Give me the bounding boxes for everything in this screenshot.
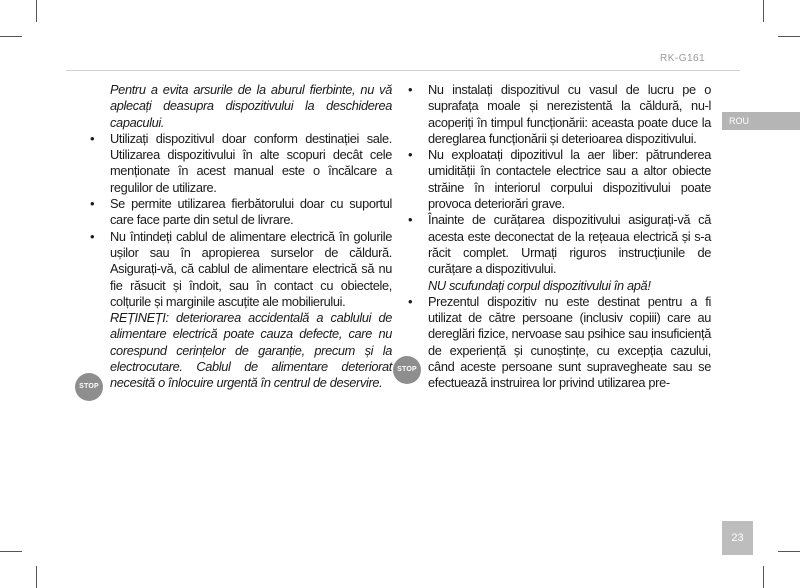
bullet-icon: •: [408, 147, 413, 163]
warning-text: Pentru a evita arsurile de la aburul fierbinte, nu vă aplecați deasupra dispozitivului la deschiderea capacului.: [110, 82, 392, 130]
bullet-icon: •: [408, 82, 413, 97]
list-item: • Nu instalați dispozitivul cu vasul de lucru pe o suprafața moale și nerezistentă la căldură, nu-l acoperiți în timpul funcționării: aceasta poate duce la dereglarea funcționării și deterioarea dispozitivului.: [408, 82, 711, 146]
crop-mark: [36, 0, 37, 22]
header-rule: [66, 70, 740, 71]
bullet-icon: •: [408, 293, 413, 309]
crop-mark: [0, 36, 22, 37]
list-item: • Nu exploatați dipozitivul la aer liber: pătrunderea umidității în contactele electrice sau a altor obiecte străine în interiorul corpului dispozitivului poate provoca deteriorări grave.: [408, 147, 711, 212]
crop-mark: [763, 0, 764, 22]
stop-warning: NU scufundați corpul dispozitivului în apă!: [428, 277, 651, 293]
page-number: 23: [722, 521, 753, 555]
stop-icon: STOP: [75, 373, 103, 401]
language-tab: ROU: [722, 112, 800, 130]
crop-mark: [778, 36, 800, 37]
crop-mark: [763, 566, 764, 588]
list-item: • Înainte de curățarea dispozitivului asigurați-vă că acesta este deconectat de la rețeaua electrică și s-a răcit complet. Urmați riguros instrucțiunile de curățare a dispozitivului.: [408, 212, 711, 277]
right-column: [408, 82, 711, 392]
crop-mark: [778, 551, 800, 552]
stop-icon: STOP: [393, 356, 421, 384]
crop-mark: [0, 551, 22, 552]
bullet-icon: •: [90, 228, 95, 244]
bullet-icon: •: [90, 196, 95, 212]
list-item: • Nu întindeți cablul de alimentare electrică în golurile ușilor sau în apropierea surselor de căldură. Asigurați-vă, că cablul de alimentare electrică să nu fie răsucit și îndoit, sau în contact cu obiectele, colțurile și marginile ascuțite ale mobilierului.: [90, 228, 392, 309]
list-item: • Prezentul dispozitiv nu este destinat pentru a fi utilizat de către persoane (inclusiv copiii) care au dereglări fizice, nervoase sau psihice sau insuficiență de experiență și cunoștințe, cu excepția cazului, când aceste persoane sunt supravegheate sau se efectuează instruirea lor privind utilizarea pre-: [408, 293, 711, 391]
left-column: [90, 82, 392, 392]
list-item: • Se permite utilizarea fierbătorului doar cu suportul care face parte din setul de livrare.: [90, 196, 392, 228]
bullet-icon: •: [408, 212, 413, 228]
stop-warning: REȚINEȚI: deteriorarea accidentală a cablului de alimentare electrică poate cauza defecte, care nu corespund cerințelor de garanție, precum și la electrocutare. Cablul de alimentare deteriorat necesită o înlocuire urgentă în centrul de deservire.: [110, 310, 392, 391]
list-item: • Utilizați dispozitivul doar conform destinației sale. Utilizarea dispozitivului în alte scopuri decât cele menționate în acest manual este o încălcare a regulilor de utilizare.: [90, 130, 392, 195]
model-number: RK-G161: [660, 53, 706, 64]
crop-mark: [36, 566, 37, 588]
bullet-icon: •: [90, 130, 95, 146]
